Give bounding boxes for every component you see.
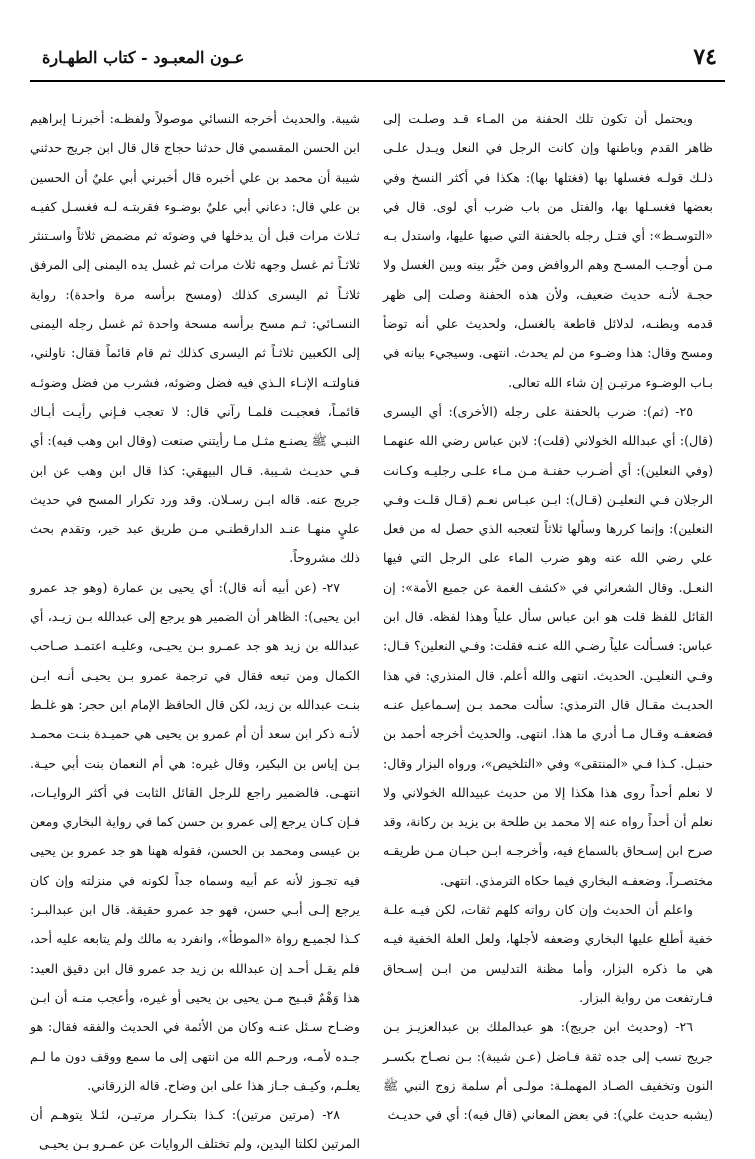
- page-number: ٧٤: [693, 44, 717, 70]
- right-text-column: [383, 104, 713, 1123]
- paragraph: ويحتمل أن تكون تلك الحفنة من المـاء قـد وصلـت إلى ظاهر القدم وباطنها وإن كانت الرجل في النعل ويـدل علـى ذلـك قولـه فغسلها بها (فغتلها بها): هكذا في أكثر النسخ وفي بعضها فغسـلها بها، والفتل من باب ضرب أي لوى. قال في «التوسـط»: أي فتـل رجله بالحفنة التي صبها عليها، واستدل بـه مـن أوجـب المسـح وهم الروافض ومن خيَّر بينه وبين الغسل ولا حجـة لأنـه حديث ضعيف، ولأن هذه الحفنة وصلت إلى ظهر قدمه وبطنـه، لدلائل قاطعة بالغسل، ولحديث علي أنه توضأ ومسح وقال: هذا وضـوء من لم يحدث. انتهى. وسيجيء بيانه في بـاب الوضـوء مرتيـن إن شاء الله تعالى.: [383, 111, 713, 390]
- header-divider: [30, 80, 725, 82]
- paragraph: واعلم أن الحديث وإن كان رواته كلهم ثقات، لكن فيـه علـة خفية أطلع عليها البخاري وضعفه لأجلها، ولعل العلة الخفية فيـه هي ما ذكره البزار، وأما مظنة التدليس من ابـن إسـحاق فـارتفعت من رواية البزار.: [383, 902, 713, 1005]
- paragraph: شيبة. والحديث أخرجه النسائي موصولاً ولفظـه: أخبرنـا إبراهيم ابن الحسن المقسمي قال حدثنا حجاج قال قال ابن جريج حدثني شيبة أن محمد بن علي أخبره قال أخبرني أبي عليٌ أن الحسين بن علي قال: دعاني أبي عليٌ بوضـوء فقربتـه لـه فغسـل كفيـه ثـلاث مرات قبل أن يدخلها في وضوئه ثم مضمض ثلاثاً واسـتنثر ثلاثـاً ثم غسل وجهه ثلاث مرات ثم غسل يده اليمنى إلى المرفق ثلاثـاً ثم اليسرى كذلك (ومسح برأسه مرة واحدة): رواية النسـائي: ثـم مسح برأسه مسحة واحدة ثم غسل رجله اليمنى إلى الكعبين ثلاثـاً ثم اليسرى كذلك ثم قام قائماً فقال: ناولني، فناولتـه الإنـاء الـذي فيه فضل وضوئه، فشرب من فضل وضوئـه قائمـاً، فعجبـت فلمـا رآني قال: لا تعجب فـإني رأيـت أبـاك النبـي ﷺ يصنـع مثـل مـا رأيتني صنعت (وقال ابن وهب فيه): أي فـي حديـث شـيبة. قـال البيهقي: كذا قال ابن وهب عن ابن جريج عنه. قاله ابـن رسـلان. وقد ورد تكرار المسح في حديث عليٍ منهـا عنـد الدارقطنـي مـن طريق عبد خير، وتقدم بحث ذلك مشروحاً.: [30, 111, 360, 566]
- running-title: عـون المعبـود - كتاب الطهـارة: [42, 48, 245, 67]
- paragraph: ٢٨- (مرتين مرتين): كـذا بتكـرار مرتيـن، لئـلا يتوهـم أن المرتين لكلتا اليدين، ولم تختلف الروايات عن عمـرو بـن يحيـى: [30, 1107, 360, 1152]
- paragraph: ٢٦- (وحديث ابن جريج): هو عبدالملك بن عبدالعزيـز بـن جريج نسب إلى جده ثقة فـاضل (عـن شيبة): بـن نصـاح بكسـر النون وتخفيف الصـاد المهملـة: مولـى أم سلمة زوج النبي ﷺ (يشبه حديث علي): في بعض المعاني (قال فيه): أي في حديـث: [383, 1019, 713, 1123]
- paragraph: ٢٧- (عن أبيه أنه قال): أي يحيى بن عمارة (وهو جد عمرو ابن يحيى): الظاهر أن الضمير هو يرجع إلى عبدالله بـن زيـد، أي عبدالله بن زيد هو جد عمـرو بـن يحيـى، وعليـه اعتمـد صـاحب الكمال ومن تبعه فقال في ترجمة عمرو بـن يحيـى أنـه ابـن بنـت عبدالله بن زيد، لكن قال الحافظ الإمام ابن حجر: هو غلـط لأنـه ذكر ابن سعد أن أم عمرو بن يحيى هي حميـدة بنـت محمـد بـن إياس بن البكير، وقال غيره: هي أم النعمان بنت أبي حيـة. انتهـى. فالضمير راجع للرجل القائل الثابت في أكثر الروايـات، فـإن كـان يرجع إلى عمرو بن حسن كما في رواية البخاري ومعن بن عيسى ومحمد بن الحسن، فقوله ههنا هو جد عمرو بن يحيى فيه تجـوز لأنه عم أبيه وسماه جداً لكونه في منزلته وإن كان يرجع إلـى أبـي حسن، فهو جد عمرو حقيقة. قال ابن عبدالبـر: كـذا لجميـع رواة «الموطأ»، وانفرد به مالك ولم يتابعه عليه أحد، فلم يقـل أحـد إن عبدالله بن زيد جد عمرو قال ابن دقيق العيد: هذا وَهْمٌ قبـيح مـن يحيى بن يحيى أو غيره، وأعجب منـه أن ابـن وضـاح سـئل عنـه وكان من الأئمة في الحديث والفقه فقال: هو جـده لأمـه، ورحـم الله من انتهى إلى ما سمع ووقف دون ما لـم يعلـم، وكيـف جـاز هذا على ابن وضاح. قاله الزرقاني.: [30, 579, 360, 1093]
- left-text-column: [30, 104, 360, 1152]
- page-header: [30, 40, 725, 78]
- paragraph: ٢٥- (ثم): ضرب بالحفنة على رجله (الأخرى): أي اليسرى (قال): أي عبدالله الخولاني (قلت): لابن عباس رضي الله عنهمـا (وفي النعلين): أي أضـرب حفنـة مـن مـاء علـى رجليـه وكـانت الرجلان فـي النعليـن (قـال): ابـن عبـاس نعـم (قـال قلـت وفـي النعلين): وإنما كررها وسألها ثلاثاً لتعجبه الذي حصل له من فعل علي رضي الله عنه وهو ضرب الماء على الرجل التي فيها النعـل. وقال الشعراني في «كشف الغمة عن جميع الأمة»: إن القائل للفظ قلت هو ابن عباس سأل علياً وهذا لفظه. قال ابن عباس: فسـألت علياً رضـي الله عنـه فقلت: وفـي النعلين؟ قـال: وفـي النعليـن. الحديث. انتهى والله أعلم. قال المنذري: في هذا الحديـث مقـال قال الترمذي: سألت محمد بـن إسـماعيل عنـه فضعفـه وقـال مـا أدري ما هذا. انتهى. والحديث أخرجه أحمد بن حنبـل. كـذا فـي «المنتقى» وفي «التلخيص»، ورواه البزار وقال: لا نعلم أحداً روى هذا هكذا إلا من حديث عبيدالله الخولاني ولا نعلم أن أحداً رواه عنه إلا محمد بن طلحة بن يزيد بن ركانة، وقد صرح ابن إسـحاق بالسماع فيه، وأخرجـه ابـن حبـان مـن طريقـه مختصـراً. وضعفـه البخاري فيما حكاه الترمذي. انتهى.: [383, 403, 713, 888]
